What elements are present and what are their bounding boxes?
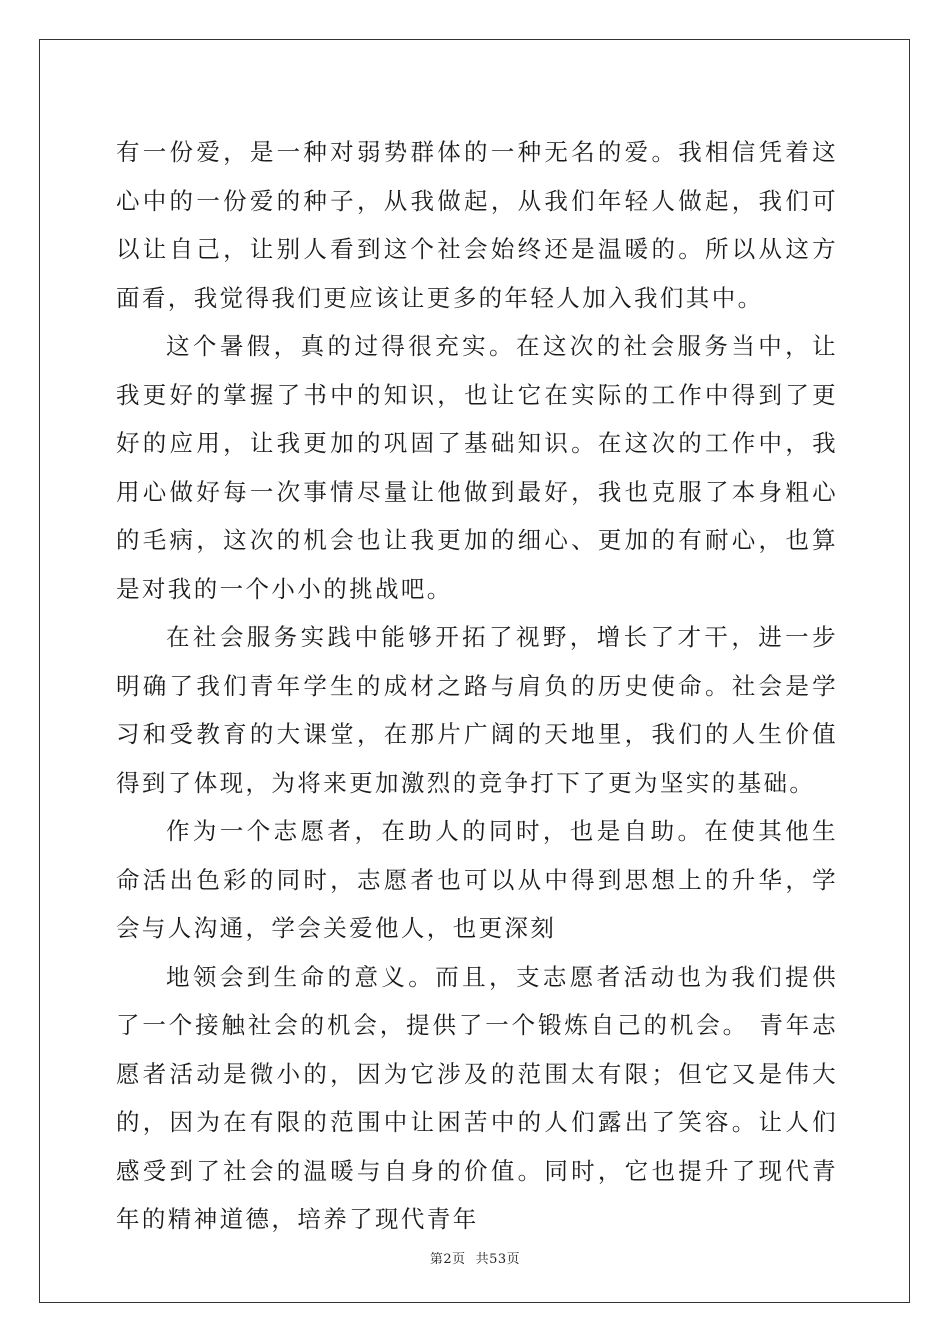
page-number: 第2页 <box>429 1252 466 1267</box>
paragraph-1: 有一份爱，是一种对弱势群体的一种无名的爱。我相信凭着这心中的一份爱的种子，从我做起，从我们年轻人做起，我们可以让自己，让别人看到这个社会始终还是温暖的。所以从这方面看，我觉得我们更应该让更多的年轻人加入我们其中。 <box>116 138 838 312</box>
paragraph-5: 地领会到生命的意义。而且，支志愿者活动也为我们提供了一个接触社会的机会，提供了一个锻炼自己的机会。 青年志愿者活动是微小的，因为它涉及的范围太有限；但它又是伟大的，因为在有限的范围中让困苦中的人们露出了笑容。让人们感受到了社会的温暖与自身的价值。同时，它也提升了现代青年的精神道德，培养了现代青年 <box>116 962 838 1233</box>
paragraph-2: 这个暑假，真的过得很充实。在这次的社会服务当中，让我更好的掌握了书中的知识，也让它在实际的工作中得到了更好的应用，让我更加的巩固了基础知识。在这次的工作中，我用心做好每一次事情尽量让他做到最好，我也克服了本身粗心的毛病，这次的机会也让我更加的细心、更加的有耐心，也算是对我的一个小小的挑战吧。 <box>116 332 838 603</box>
document-body <box>116 128 838 1244</box>
total-pages: 共53页 <box>475 1252 521 1267</box>
paragraph-3: 在社会服务实践中能够开拓了视野，增长了才干，进一步明确了我们青年学生的成材之路与肩负的历史使命。社会是学习和受教育的大课堂，在那片广阔的天地里，我们的人生价值得到了体现，为将来更加激烈的竞争打下了更为坚实的基础。 <box>116 623 838 797</box>
paragraph-4: 作为一个志愿者，在助人的同时，也是自助。在使其他生命活出色彩的同时，志愿者也可以从中得到思想上的升华，学会与人沟通，学会关爱他人，也更深刻 <box>116 817 838 942</box>
page-footer <box>0 1248 950 1267</box>
